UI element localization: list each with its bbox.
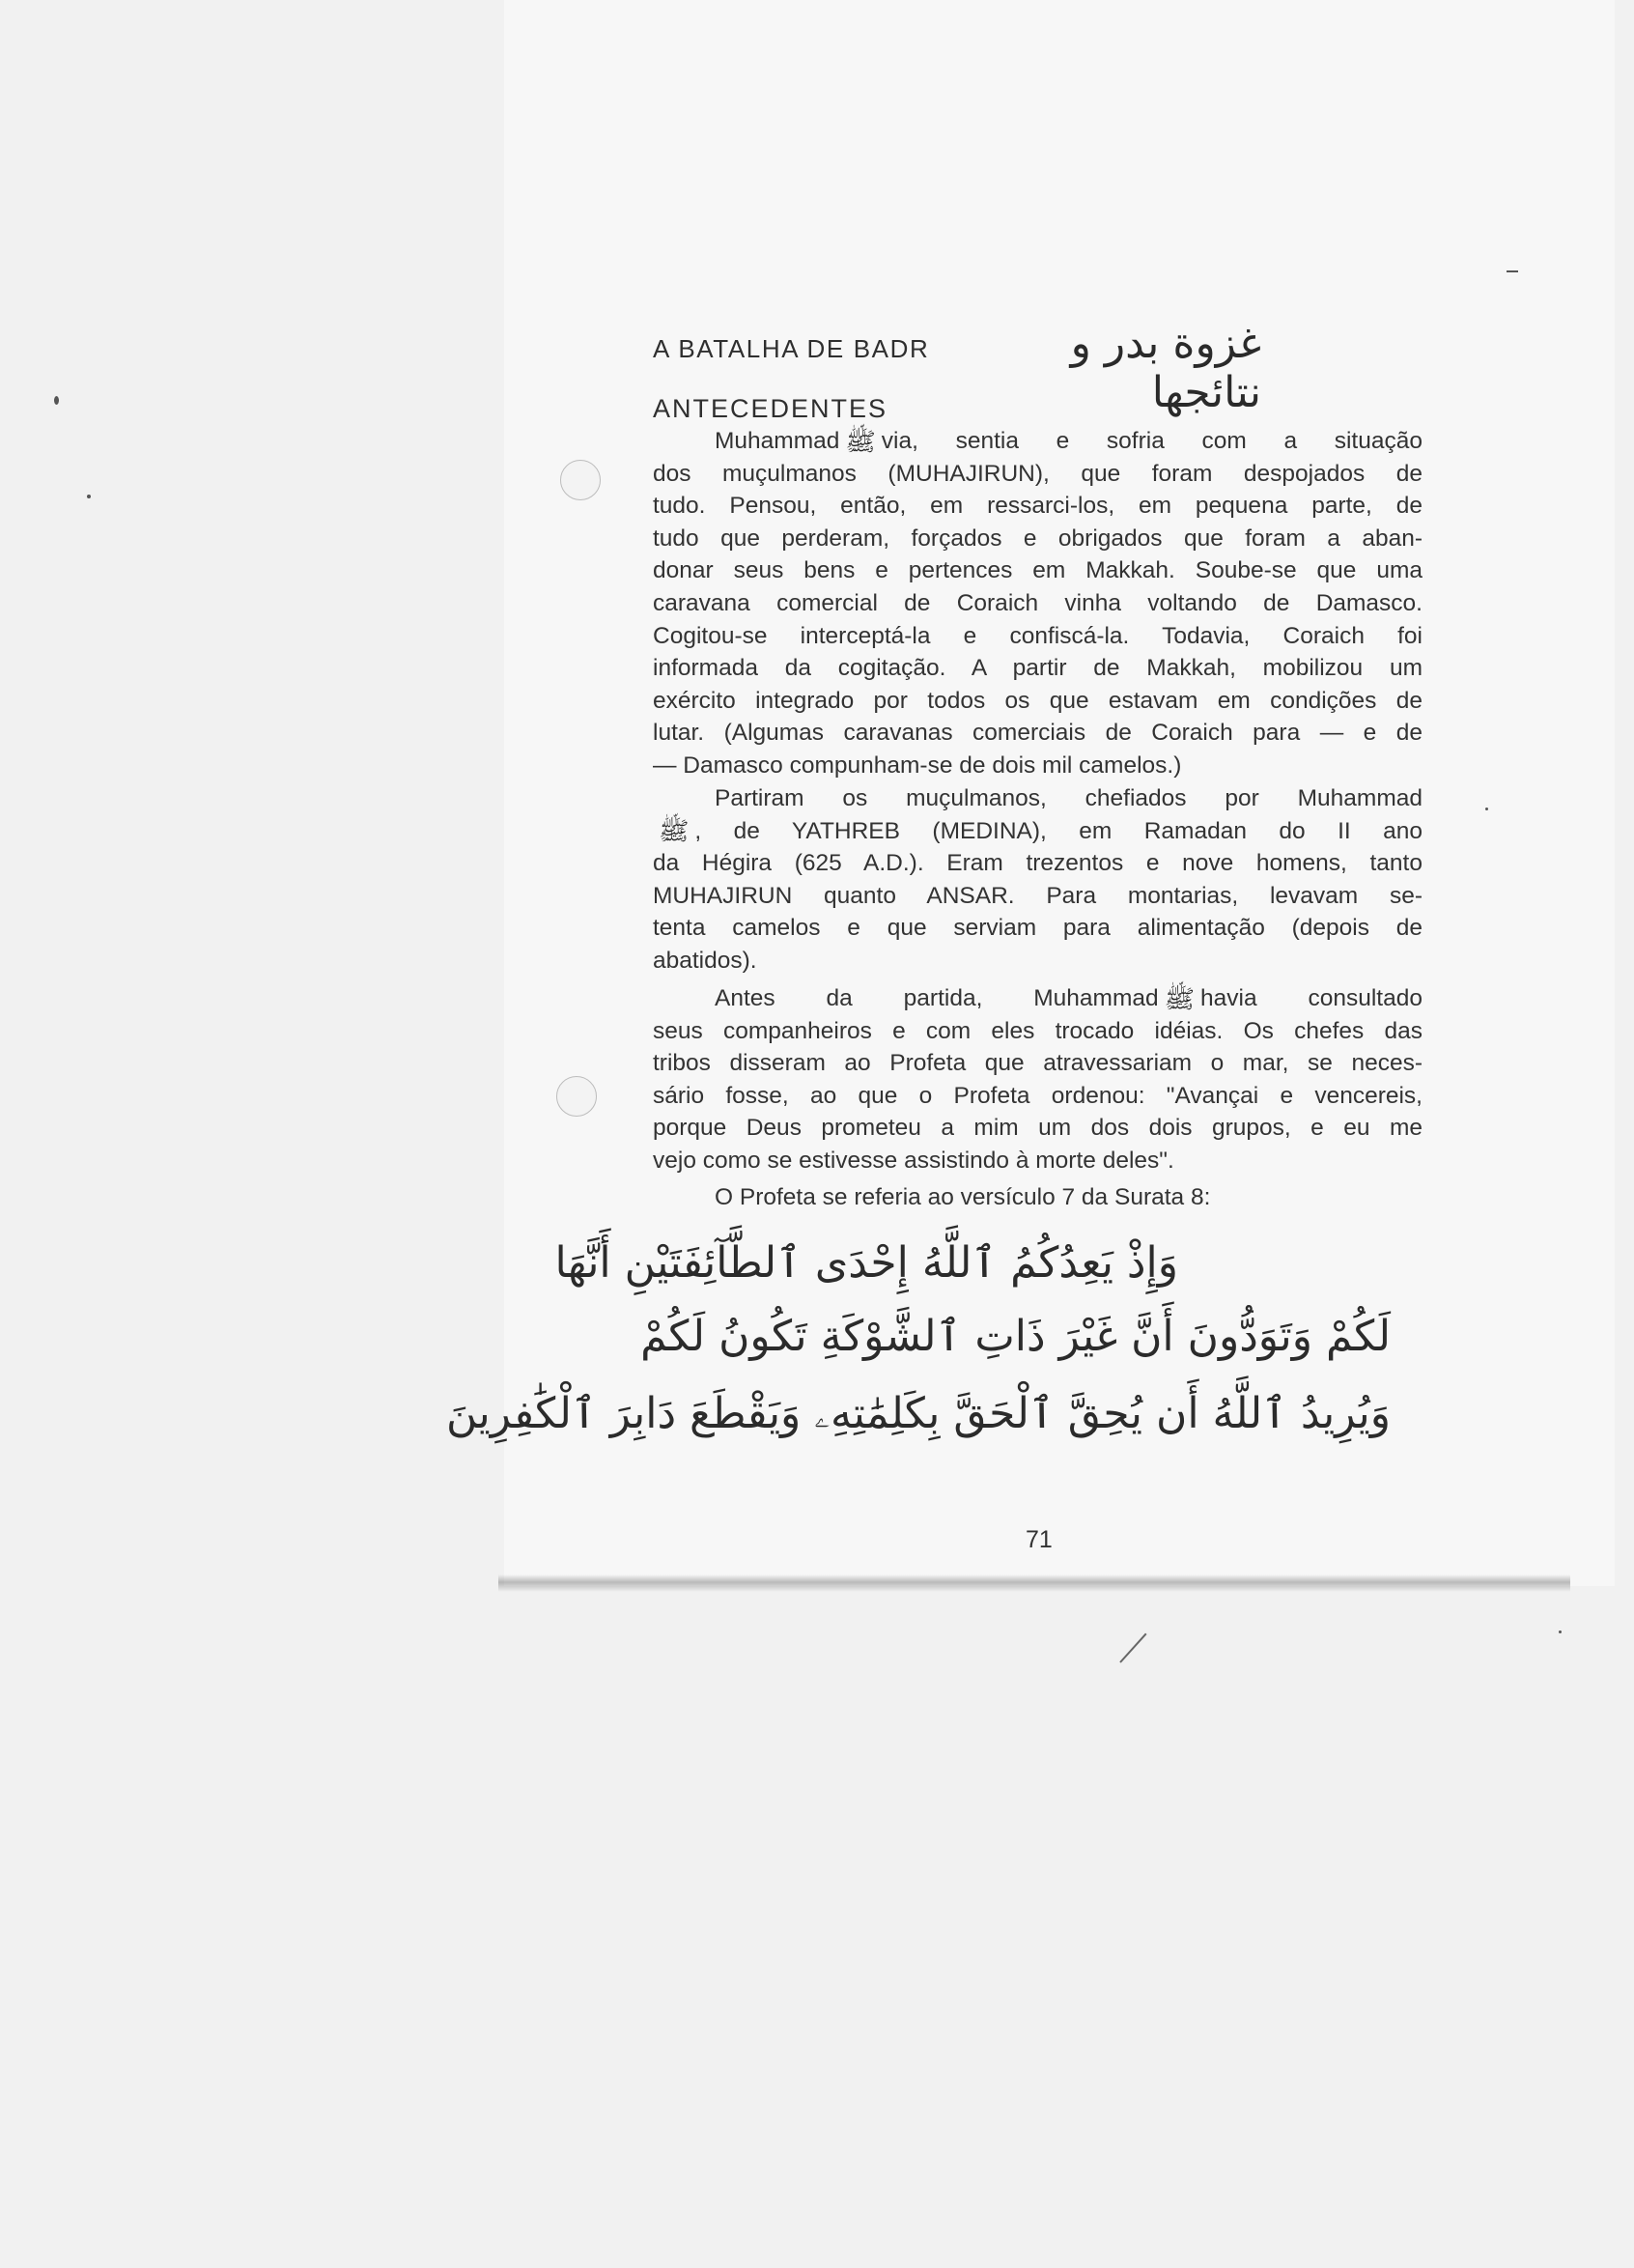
text-line: donar seus bens e pertences em Makkah. Soube-se que uma [653, 557, 1423, 584]
text-line: sário fosse, ao que o Profeta ordenou: "Avançai e vencereis, [653, 1082, 1423, 1109]
text-line: O Profeta se referia ao versículo 7 da Surata 8: [715, 1184, 1211, 1210]
binder-hole-bottom [556, 1076, 597, 1117]
text-line: exército integrado por todos os que estavam em condições de [653, 687, 1423, 714]
text-fragment: via, sentia e sofria com a situação [881, 428, 1423, 454]
text-line: tudo. Pensou, então, em ressarci-los, em pequena parte, de [653, 493, 1423, 520]
text-fragment: Muhammad [715, 428, 840, 454]
text-line: abatidos). [653, 947, 757, 974]
paragraph-antecedents [653, 425, 1423, 782]
text-line: tribos disseram ao Profeta que atravessariam o mar, se neces- [653, 1050, 1423, 1077]
text-line: MUHAJIRUN quanto ANSAR. Para montarias, levavam se- [653, 882, 1423, 909]
text-line: lutar. (Algumas caravanas comerciais de Coraich para — e de [653, 720, 1423, 747]
text-line: seus companheiros e com eles trocado idéias. Os chefes das [653, 1017, 1423, 1044]
text-line: tenta camelos e que serviam para alimentação (depois de [653, 915, 1423, 942]
page-number: 71 [1026, 1526, 1053, 1553]
quran-verse-line: وَيُرِيدُ ٱللَّهُ أَن يُحِقَّ ٱلْحَقَّ بِكَلِمَٰتِهِۦ وَيَقْطَعَ دَابِرَ ٱلْكَٰفِرِينَ [445, 1389, 1391, 1438]
text-line: — Damasco compunham-se de dois mil camelos.) [653, 751, 1182, 779]
text-line: tudo que perderam, forçados e obrigados que foram a aban- [653, 524, 1423, 552]
text-line: porque Deus prometeu a mim um dos dois grupos, e eu me [653, 1115, 1423, 1142]
chapter-title-arabic: غزوة بدر و نتائجها [1070, 319, 1261, 417]
binder-hole-top [560, 460, 601, 500]
scan-speck [1485, 808, 1488, 810]
paragraph-verse-reference [653, 1181, 1423, 1214]
text-line: dos muçulmanos (MUHAJIRUN), que foram despojados de [653, 460, 1423, 487]
chapter-title: A BATALHA DE BADR [653, 334, 930, 363]
text-line [653, 982, 1423, 1015]
text-fragment: havia consultado [1200, 985, 1423, 1011]
text-line [653, 425, 1423, 458]
pen-mark [1119, 1633, 1146, 1663]
text-line: Partiram os muçulmanos, chefiados por Muhammad [715, 785, 1423, 811]
text-line: informada da cogitação. A partir de Makkah, mobilizou um [653, 655, 1423, 682]
quran-verse-line: وَإِذْ يَعِدُكُمُ ٱللَّهُ إِحْدَى ٱلطَّآئِفَتَيْنِ أَنَّهَا [554, 1238, 1178, 1288]
text-line: Cogitou-se interceptá-la e confiscá-la. Todavia, Coraich foi [653, 622, 1423, 649]
text-fragment: Antes da partida, Muhammad [715, 985, 1159, 1011]
scan-speck [1559, 1630, 1562, 1633]
page-bottom-edge [498, 1574, 1570, 1592]
scan-speck [54, 396, 59, 405]
prophet-seal-icon: ﷺ [845, 427, 876, 457]
text-line [653, 815, 1423, 848]
prophet-seal-icon: ﷺ [659, 817, 690, 847]
text-line: caravana comercial de Coraich vinha voltando de Damasco. [653, 589, 1423, 616]
scan-speck [87, 495, 91, 498]
text-line: vejo como se estivesse assistindo à morte deles". [653, 1147, 1174, 1174]
section-heading: ANTECEDENTES [653, 394, 888, 423]
text-fragment: , de YATHREB (MEDINA), em Ramadan do II ano [694, 817, 1423, 844]
quran-verse-line: لَكُمْ وَتَوَدُّونَ أَنَّ غَيْرَ ذَاتِ ٱلشَّوْكَةِ تَكُونُ لَكُمْ [640, 1312, 1391, 1361]
prophet-seal-icon: ﷺ [1164, 984, 1196, 1014]
paragraph-departure [653, 782, 1423, 978]
paragraph-consultation [653, 982, 1423, 1177]
scan-speck [1507, 270, 1518, 272]
text-line: da Hégira (625 A.D.). Eram trezentos e nove homens, tanto [653, 850, 1423, 877]
